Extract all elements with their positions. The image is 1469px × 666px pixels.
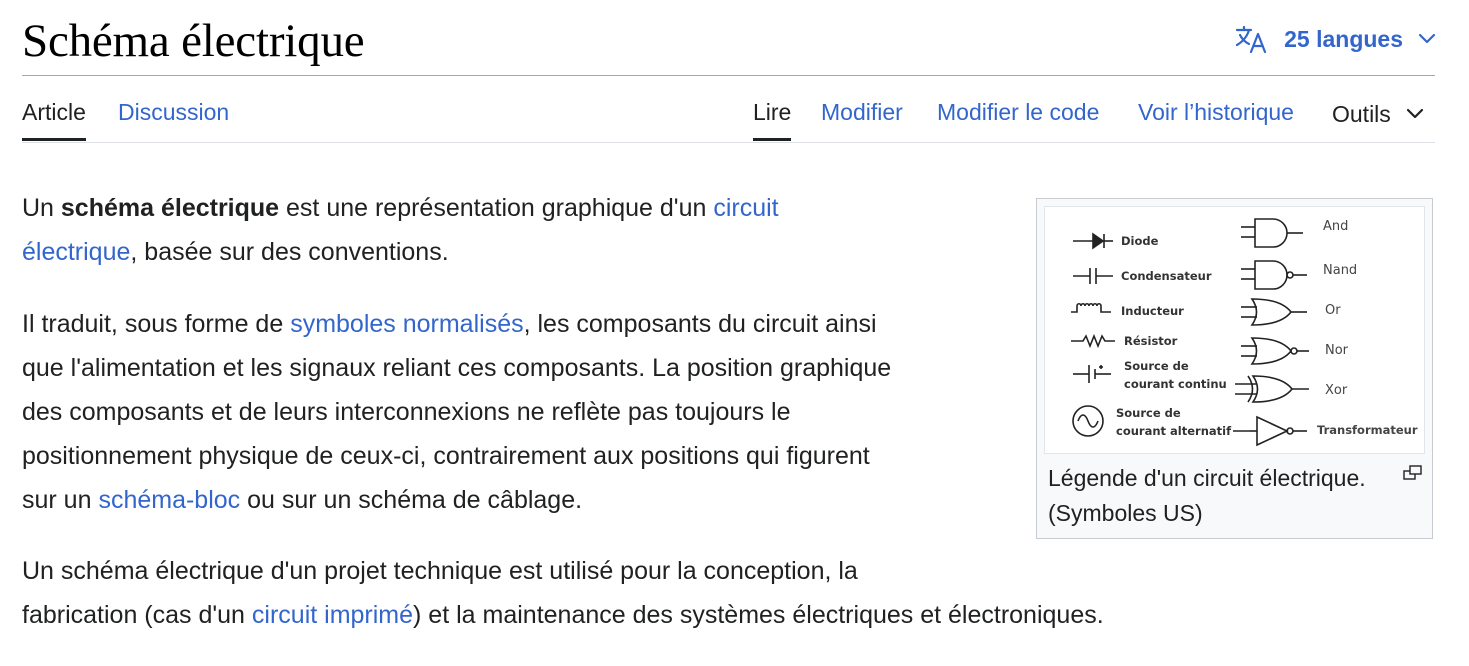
or-gate-symbol	[1241, 299, 1307, 325]
svg-text:courant continu: courant continu	[1124, 377, 1227, 391]
nor-gate-symbol	[1241, 338, 1309, 364]
languages-label[interactable]: 25 langues	[1284, 25, 1403, 52]
transformateur-symbol	[1250, 417, 1307, 445]
page-tabs	[22, 88, 1435, 143]
tab-discussion[interactable]: Discussion	[118, 99, 230, 125]
magnify-icon[interactable]	[1403, 465, 1423, 481]
svg-text:Or: Or	[1325, 303, 1341, 318]
dc-source-symbol	[1073, 365, 1111, 383]
svg-text:Transformateur: Transformateur	[1317, 423, 1418, 437]
tools-menu[interactable]	[1332, 88, 1425, 140]
link-electrique[interactable]: électrique	[22, 238, 131, 266]
tab-article[interactable]: Article	[22, 88, 86, 141]
diode-symbol	[1073, 234, 1113, 248]
xor-gate-symbol	[1235, 376, 1309, 402]
link-circuit-imprime[interactable]: circuit imprimé	[251, 601, 414, 629]
ac-source-symbol	[1073, 406, 1103, 436]
figure-image[interactable]	[1044, 206, 1425, 454]
tools-label[interactable]: Outils	[1332, 101, 1391, 127]
svg-text:Condensateur: Condensateur	[1121, 269, 1212, 283]
link-circuit[interactable]: circuit	[713, 194, 779, 222]
resistor-symbol	[1071, 336, 1115, 346]
page-title: Schéma électrique	[22, 15, 365, 67]
svg-text:Source de: Source de	[1116, 406, 1181, 420]
title-divider	[22, 75, 1435, 76]
figure-thumbnail	[1036, 198, 1433, 539]
paragraph-intro: Un schéma électrique est une représentation graphique d'un circuit électrique, basée sur des conventions.	[22, 194, 779, 266]
svg-text:Source de: Source de	[1124, 359, 1189, 373]
chevron-down-icon	[1405, 107, 1425, 121]
paragraph-usage: Un schéma électrique d'un projet technique est utilisé pour la conception, la fabrication (cas d'un circuit imprimé) et la maintenance des systèmes électriques et électroniques.	[22, 557, 1104, 629]
tab-edit-source[interactable]: Modifier le code	[937, 99, 1100, 125]
bold-term: schéma électrique	[60, 194, 280, 222]
svg-text:Diode: Diode	[1121, 234, 1159, 248]
svg-text:Nand: Nand	[1323, 263, 1358, 278]
tab-edit[interactable]: Modifier	[821, 99, 903, 125]
nand-gate-symbol	[1241, 261, 1307, 289]
svg-text:courant alternatif: courant alternatif	[1116, 424, 1232, 438]
svg-text:Xor: Xor	[1325, 383, 1348, 398]
link-schema-bloc[interactable]: schéma-bloc	[98, 486, 241, 514]
languages-button[interactable]	[1234, 24, 1437, 54]
and-gate-symbol	[1241, 219, 1303, 247]
translate-icon	[1234, 24, 1270, 54]
tab-history[interactable]: Voir l’historique	[1138, 99, 1294, 125]
svg-text:Nor: Nor	[1325, 343, 1349, 358]
svg-text:Résistor: Résistor	[1124, 334, 1178, 348]
link-symboles-normalises[interactable]: symboles normalisés	[290, 310, 524, 338]
svg-text:And: And	[1323, 219, 1349, 234]
tab-read[interactable]: Lire	[753, 88, 791, 141]
svg-text:Inducteur: Inducteur	[1121, 304, 1184, 318]
condensateur-symbol	[1073, 268, 1113, 284]
paragraph-description: Il traduit, sous forme de symboles normalisés, les composants du circuit ainsi que l'alimentation et les signaux reliant ces composants. La position graphique des composants et de leurs interconnexions ne reflète pas toujours le positionnement physique de ceux-ci, contrairement aux positions qui figurent sur un schéma-bloc ou sur un schéma de câblage.	[22, 310, 892, 514]
chevron-down-icon	[1417, 32, 1437, 46]
figure-caption: Légende d'un circuit électrique. (Symboles US)	[1048, 465, 1366, 526]
inducteur-symbol	[1071, 304, 1111, 312]
circuit-symbols-legend	[1045, 207, 1424, 453]
